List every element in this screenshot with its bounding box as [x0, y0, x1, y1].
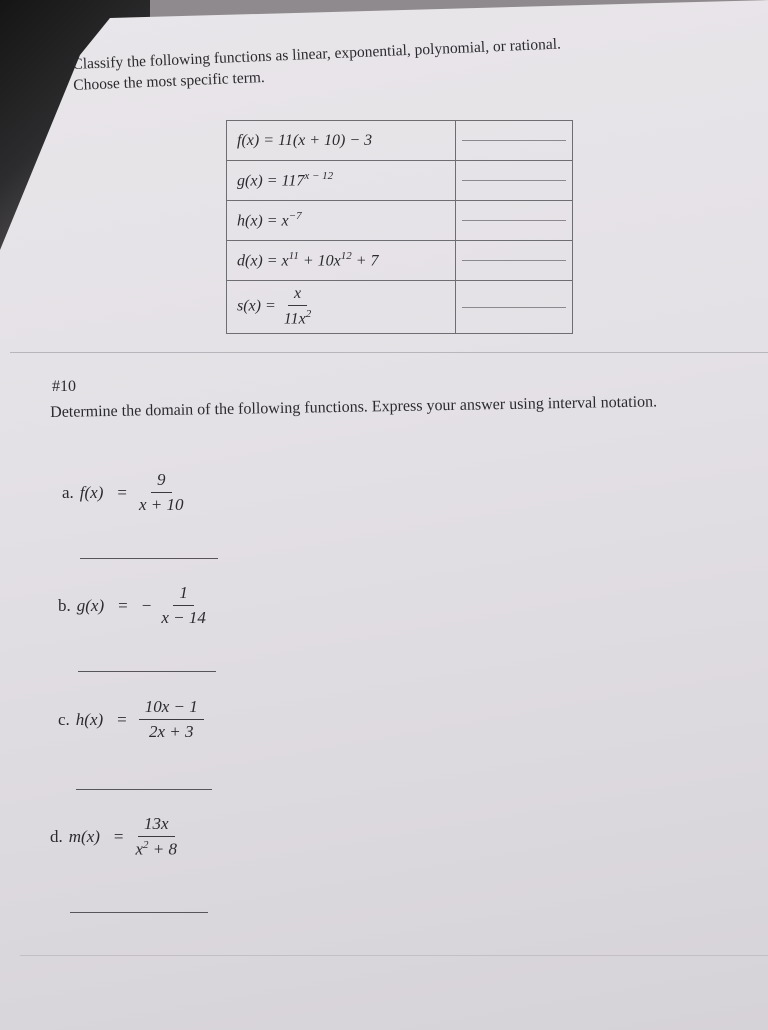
page-divider: [20, 955, 768, 956]
answer-cell[interactable]: [456, 241, 573, 281]
domain-item-d: d. m(x) = $\frac{13x}{x^2 + 8}$: [50, 814, 178, 859]
problem-number: #10: [52, 378, 76, 395]
answer-line: [462, 307, 566, 308]
answer-blank-a[interactable]: [80, 558, 218, 559]
classify-instructions: [72, 27, 723, 96]
function-cell: s(x) = $\frac{x}{11x^2}$: [227, 281, 456, 334]
domain-item-c: c. h(x) = $\frac{10x - 1}{2x + 3}$: [58, 697, 208, 742]
answer-line: [462, 180, 566, 181]
answer-cell[interactable]: [456, 121, 573, 161]
function-cell: $h(x) = x^{-7}$: [227, 201, 456, 241]
answer-blank-d[interactable]: [70, 912, 208, 913]
domain-item-b: b. g(x) = − $\frac{1}{x - 14}$: [58, 583, 206, 627]
answer-line: [462, 220, 566, 221]
fraction: $\frac{13x}{x^2 + 8}$: [135, 814, 178, 859]
answer-blank-c[interactable]: [76, 789, 212, 790]
answer-cell[interactable]: [456, 201, 573, 241]
table-row: [227, 121, 573, 161]
answer-line: [462, 260, 566, 261]
answer-cell[interactable]: [456, 281, 573, 334]
problem-instruction: Determine the domain of the following functions. Express your answer using interval notation.: [50, 393, 658, 421]
section-divider: [10, 352, 768, 353]
function-cell: f(x) = 11(x + 10) − 3: [227, 121, 456, 161]
answer-blank-b[interactable]: [78, 671, 216, 672]
table-row: [227, 281, 573, 334]
fraction: $\frac{1}{x - 14}$: [161, 583, 206, 627]
table-row: [227, 161, 573, 201]
function-cell: $g(x) = 117^{x - 12}$: [227, 161, 456, 201]
instruction-line-1: Classify the following functions as linear, exponential, polynomial, or rational.: [72, 35, 562, 73]
fraction: $\frac{x}{11x^2}$: [283, 285, 312, 328]
fraction: $\frac{9}{x + 10}$: [138, 470, 184, 514]
instruction-line-2: Choose the most specific term.: [72, 68, 266, 94]
answer-line: [462, 140, 566, 141]
table-row: [227, 201, 573, 241]
answer-cell[interactable]: [456, 161, 573, 201]
domain-item-a: a. f(x) = $\frac{9}{x + 10}$: [62, 470, 184, 514]
function-cell: $d(x) = x^{11} + 10x^{12} + 7$: [227, 241, 456, 281]
table-row: [227, 241, 573, 281]
fraction: $\frac{10x - 1}{2x + 3}$: [139, 697, 204, 742]
classify-table: [226, 120, 573, 334]
